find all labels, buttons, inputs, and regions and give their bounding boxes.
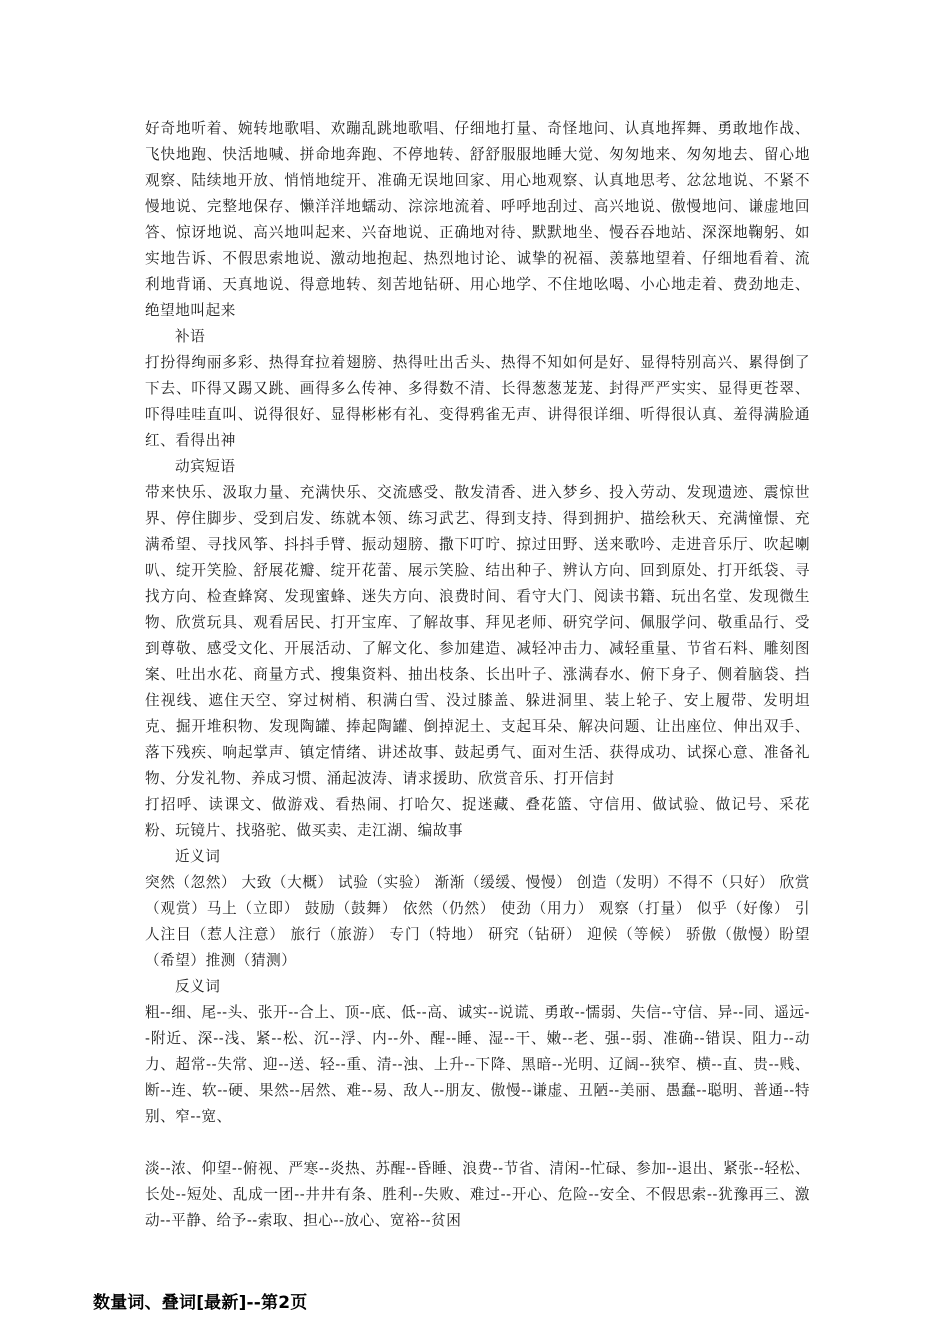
document-body bbox=[145, 116, 810, 1234]
adverbial-phrases-section bbox=[145, 116, 810, 324]
adverbial-phrases-paragraph: 好奇地听着、婉转地歌唱、欢蹦乱跳地歌唱、仔细地打量、奇怪地问、认真地挥舞、勇敢地作战、飞快地跑、快活地喊、拼命地奔跑、不停地转、舒舒服服地睡大觉、匆匆地来、匆匆地去、留心地观察、陆续地开放、悄悄地绽开、准确无误地回家、用心地观察、认真地思考、忿忿地说、不紧不慢地说、完整地保存、懒洋洋地蠕动、淙淙地流着、呼呼地刮过、高兴地说、傲慢地问、谦虚地回答、惊讶地说、高兴地叫起来、兴奋地说、正确地对待、默默地坐、慢吞吞地站、深深地鞠躬、如实地告诉、不假思索地说、激动地抱起、热烈地讨论、诚挚的祝福、羡慕地望着、仔细地看着、流利地背诵、天真地说、得意地转、刻苦地钻研、用心地学、不住地吆喝、小心地走着、费劲地走、绝望地叫起来 bbox=[145, 120, 810, 319]
antonyms-heading: 反义词 bbox=[175, 978, 221, 995]
verb-object-section bbox=[145, 454, 810, 844]
antonyms-section bbox=[145, 974, 810, 1234]
page-footer: 数量词、叠词[最新]--第2页 bbox=[93, 1293, 308, 1313]
verb-object-paragraph: 带来快乐、汲取力量、充满快乐、交流感受、散发清香、进入梦乡、投入劳动、发现遗迹、震惊世界、停住脚步、受到启发、练就本领、练习武艺、得到支持、得到拥护、描绘秋天、充满憧憬、充满希望、寻找风筝、抖抖手臂、振动翅膀、撒下叮咛、掠过田野、送来歌吟、走进音乐厅、吹起喇叭、绽开笑脸、舒展花瓣、绽开花蕾、展示笑脸、结出种子、辨认方向、回到原处、打开纸袋、寻找方向、检查蜂窝、发现蜜蜂、迷失方向、浪费时间、看守大门、阅读书籍、玩出名堂、发现微生物、欣赏玩具、观看居民、打开宝库、了解故事、拜见老师、研究学问、佩服学问、敬重品行、受到尊敬、感受文化、开展活动、了解文化、参加建造、减轻冲击力、减轻重量、节省石料、雕刻图案、吐出水花、商量方式、搜集资料、抽出枝条、长出叶子、涨满春水、俯下身子、侧着脑袋、挡住视线、遮住天空、穿过树梢、积满白雪、没过膝盖、躲进洞里、装上轮子、安上履带、发明坦克、掘开堆积物、发现陶罐、捧起陶罐、倒掉泥土、支起耳朵、解决问题、让出座位、伸出双手、落下残疾、响起掌声、镇定情绪、讲述故事、鼓起勇气、面对生活、获得成功、试探心意、准备礼物、分发礼物、养成习惯、涌起波涛、请求援助、欣赏音乐、打开信封 bbox=[145, 484, 810, 787]
verb-object-heading: 动宾短语 bbox=[175, 458, 236, 475]
synonyms-heading: 近义词 bbox=[175, 848, 221, 865]
paragraph-gap bbox=[145, 1130, 810, 1156]
complements-section bbox=[145, 324, 810, 454]
synonyms-section bbox=[145, 844, 810, 974]
antonyms-paragraph: 粗--细、尾--头、张开--合上、顶--底、低--高、诚实--说谎、勇敢--懦弱、失信--守信、异--同、遥远--附近、深--浅、紧--松、沉--浮、内--外、醒--睡、湿--干、嫩--老、强--弱、准确--错误、阻力--动力、超常--失常、迎--送、轻--重、清--浊、上升--下降、黑暗--光明、辽阔--狭窄、横--直、贵--贱、断--连、软--硬、果然--居然、难--易、敌人--朋友、傲慢--谦虚、丑陋--美丽、愚蠢--聪明、普通--特别、窄--宽、 bbox=[145, 1004, 810, 1125]
verb-object-paragraph-2: 打招呼、读课文、做游戏、看热闹、打哈欠、捉迷藏、叠花篮、守信用、做试验、做记号、采花粉、玩镜片、找骆驼、做买卖、走江湖、编故事 bbox=[145, 796, 810, 839]
synonyms-paragraph: 突然（忽然） 大致（大概） 试验（实验） 渐渐（缓缓、慢慢） 创造（发明）不得不（只好） 欣赏（观赏）马上（立即） 鼓励（鼓舞） 依然（仍然） 使劲（用力） 观察（打量） 似乎（好像） 引人注目（惹人注意） 旅行（旅游） 专门（特地） 研究（钻研） 迎候（等候） 骄傲（傲慢）盼望（希望）推测（猜测） bbox=[145, 874, 810, 969]
complements-paragraph: 打扮得绚丽多彩、热得耷拉着翅膀、热得吐出舌头、热得不知如何是好、显得特别高兴、累得倒了下去、吓得又踢又跳、画得多么传神、多得数不清、长得葱葱茏茏、封得严严实实、显得更苍翠、吓得哇哇直叫、说得很好、显得彬彬有礼、变得鸦雀无声、讲得很详细、听得很认真、羞得满脸通红、看得出神 bbox=[145, 354, 810, 449]
antonyms-paragraph-2: 淡--浓、仰望--俯视、严寒--炎热、苏醒--昏睡、浪费--节省、清闲--忙碌、参加--退出、紧张--轻松、长处--短处、乱成一团--井井有条、胜利--失败、难过--开心、危险--安全、不假思索--犹豫再三、激动--平静、给予--索取、担心--放心、宽裕--贫困 bbox=[145, 1160, 810, 1229]
complements-heading: 补语 bbox=[175, 328, 206, 345]
